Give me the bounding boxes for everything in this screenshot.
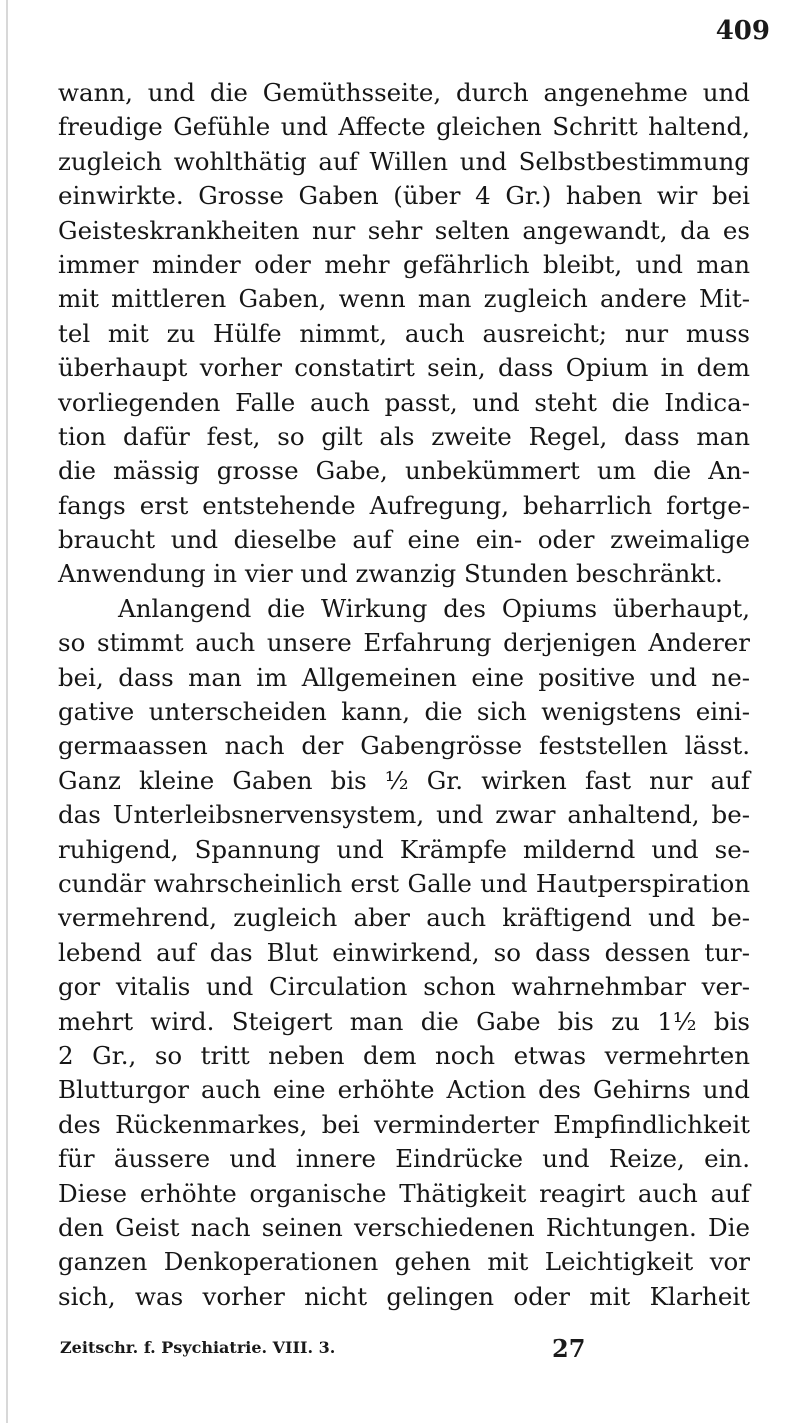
text-line: vorliegenden Falle auch passt, und steht die Indica- <box>58 387 750 417</box>
text-line: tel mit zu Hülfe nimmt, auch ausreicht; nur muss <box>58 318 750 348</box>
text-line: immer minder oder mehr gefährlich bleibt, und man <box>58 249 750 279</box>
page-number: 409 <box>715 16 770 46</box>
text-line: vermehrend, zugleich aber auch kräftigend und be- <box>58 903 750 933</box>
text-line: braucht und dieselbe auf eine ein- oder zweimalige <box>58 525 750 555</box>
body-text <box>58 76 750 1314</box>
paragraph-start-line: Anlangend die Wirkung des Opiums überhaupt, <box>118 593 750 623</box>
text-line: ruhigend, Spannung und Krämpfe mildernd und se- <box>58 834 750 864</box>
text-line: fangs erst entstehende Aufregung, beharrlich fortge- <box>58 490 750 520</box>
text-line: germaassen nach der Gabengrösse feststellen lässt. <box>58 731 750 761</box>
text-line: Geisteskrankheiten nur sehr selten angewandt, da es <box>58 215 750 245</box>
text-line: zugleich wohlthätig auf Willen und Selbstbestimmung <box>58 146 750 176</box>
text-line: gor vitalis und Circulation schon wahrnehmbar ver- <box>58 972 750 1002</box>
text-line: mit mittleren Gaben, wenn man zugleich andere Mit- <box>58 284 750 314</box>
journal-reference: Zeitschr. f. Psychiatrie. VIII. 3. <box>60 1338 336 1357</box>
text-line: gative unterscheiden kann, die sich wenigstens eini- <box>58 697 750 727</box>
text-line: des Rückenmarkes, bei verminderter Empfindlichkeit <box>58 1109 750 1139</box>
text-line: 2 Gr., so tritt neben dem noch etwas vermehrten <box>58 1040 750 1070</box>
text-line: lebend auf das Blut einwirkend, so dass dessen tur- <box>58 937 750 967</box>
text-line: mehrt wird. Steigert man die Gabe bis zu 1½ bis <box>58 1006 750 1036</box>
text-line: bei, dass man im Allgemeinen eine positive und ne- <box>58 662 750 692</box>
text-line: das Unterleibsnervensystem, und zwar anhaltend, be- <box>58 800 750 830</box>
page-footer <box>60 1336 750 1364</box>
text-line: die mässig grosse Gabe, unbekümmert um die An- <box>58 456 750 486</box>
text-line: freudige Gefühle und Affecte gleichen Schritt haltend, <box>58 112 750 142</box>
text-line: Diese erhöhte organische Thätigkeit reagirt auch auf <box>58 1178 750 1208</box>
text-line: sich, was vorher nicht gelingen oder mit Klarheit <box>58 1281 750 1311</box>
text-line: Anwendung in vier und zwanzig Stunden beschränkt. <box>58 559 723 589</box>
text-line: den Geist nach seinen verschiedenen Richtungen. Die <box>58 1212 750 1242</box>
signature-mark: 27 <box>552 1334 586 1363</box>
text-line: so stimmt auch unsere Erfahrung derjenigen Anderer <box>58 628 750 658</box>
text-line: einwirkte. Grosse Gaben (über 4 Gr.) haben wir bei <box>58 181 750 211</box>
text-line: cundär wahrscheinlich erst Galle und Hautperspiration <box>58 868 750 898</box>
text-line: ganzen Denkoperationen gehen mit Leichtigkeit vor <box>58 1247 750 1277</box>
text-line: Blutturgor auch eine erhöhte Action des Gehirns und <box>58 1075 750 1105</box>
text-line: überhaupt vorher constatirt sein, dass Opium in dem <box>58 353 750 383</box>
text-line: tion dafür fest, so gilt als zweite Regel, dass man <box>58 421 750 451</box>
text-line: für äussere und innere Eindrücke und Reize, ein. <box>58 1144 750 1174</box>
text-line: wann, und die Gemüthsseite, durch angenehme und <box>58 78 750 107</box>
text-line: Ganz kleine Gaben bis ½ Gr. wirken fast nur auf <box>58 765 750 795</box>
